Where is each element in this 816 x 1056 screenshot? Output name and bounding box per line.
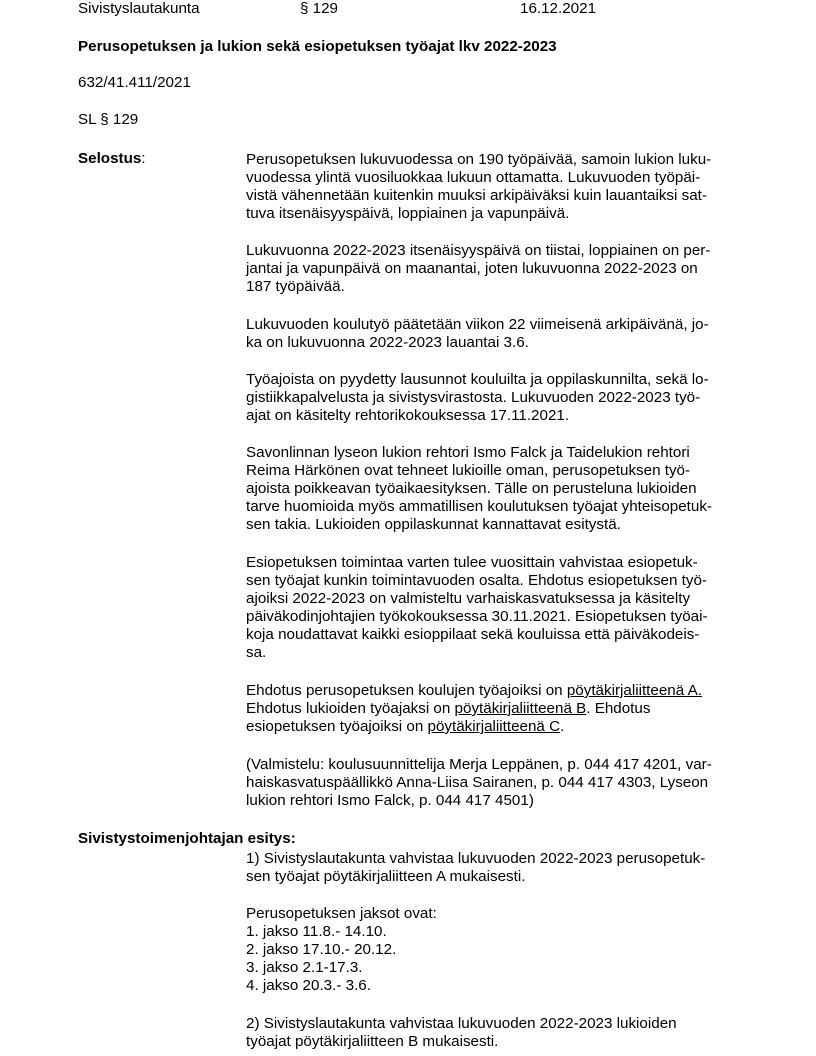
p5-line: tarve huomioida myös ammatillisen koulutuksen työajat yhteisopetuk- [246,498,712,515]
e1-line: sen työajat pöytäkirjaliitteen A mukaisesti. [246,868,526,885]
p4-line: ajat on käsitelty rehtorikokouksessa 17.11.2021. [246,407,570,424]
p2-line: jantai ja vapunpäivä on maanantai, joten lukuvuonna 2022-2023 on [246,260,698,277]
p6-line: koja noudattavat kaikki esioppilaat sekä kouluissa että päiväkodeis- [246,626,700,643]
p7-text: esiopetuksen työajoiksi on [246,718,428,735]
p5-line: Reima Härkönen ovat tehneet lukioille oman, perusopetuksen työ- [246,462,691,479]
p6-line: sa. [246,644,267,661]
p1-line: vuodessa ylintä vuosiluokkaa lukuun ottamatta. Lukuvuoden työpäi- [246,169,701,186]
p8-line: (Valmistelu: koulusuunnittelija Merja Leppänen, p. 044 417 4201, var- [246,756,712,773]
period-item: 4. jakso 20.3.- 3.6. [246,977,371,994]
period-item: 1. jakso 11.8.- 14.10. [246,923,387,940]
e1-line: 1) Sivistyslautakunta vahvistaa lukuvuoden 2022-2023 perusopetuk- [246,850,706,867]
period-item: 3. jakso 2.1-17.3. [246,959,363,976]
p7-line [246,681,702,700]
p7-text: Ehdotus lukioiden työajaksi on [246,700,455,717]
attachment-c-link[interactable]: pöytäkirjaliitteenä C [427,718,561,735]
p7-line [246,717,564,736]
p3-line: Lukuvuoden koulutyö päätetään viikon 22 viimeisenä arkipäivänä, jo- [246,316,709,333]
proposal-heading: Sivistystoimenjohtajan esitys: [78,830,296,847]
e2-line: 2) Sivistyslautakunta vahvistaa lukuvuoden 2022-2023 lukioiden [246,1015,677,1032]
reference-number: 632/41.411/2021 [78,74,191,91]
p8-line: haiskasvatuspäällikkö Anna-Liisa Sairanen, p. 044 417 4303, Lyseon [246,774,709,791]
p1-line: Perusopetuksen lukuvuodessa on 190 työpäivää, samoin lukion luku- [246,151,712,168]
attachment-a-link[interactable]: pöytäkirjaliitteenä A. [566,682,702,699]
p7-text: . [560,718,565,735]
document-title: Perusopetuksen ja lukion sekä esiopetuksen työajat lkv 2022-2023 [78,38,557,55]
p8-line: lukion rehtori Ismo Falck, p. 044 417 4501) [246,792,534,809]
p1-line: vistä vähennetään kuitenkin muuksi arkipäiväksi kuin lauantaiksi sat- [246,187,707,204]
p4-line: gistiikkapalvelusta ja sivistysvirastosta. Lukuvuoden 2022-2023 työ- [246,389,701,406]
p3-line: ka on lukuvuonna 2022-2023 lauantai 3.6. [246,334,529,351]
attachment-b-link[interactable]: pöytäkirjaliitteenä B [454,700,587,717]
selostus-label-text: Selostus [78,150,142,167]
p5-line: Savonlinnan lyseon lukion rehtori Ismo Falck ja Taidelukion rehtori [246,444,690,461]
header-section: § 129 [300,0,339,17]
selostus-label [78,150,146,167]
p6-line: Esiopetuksen toimintaa varten tulee vuosittain vahvistaa esiopetuk- [246,554,698,571]
periods-intro: Perusopetuksen jaksot ovat: [246,905,437,922]
p6-line: sen työajat kunkin toimintavuoden osalta. Ehdotus esiopetuksen työ- [246,572,707,589]
p2-line: 187 työpäivää. [246,278,345,295]
selostus-colon: : [141,150,146,167]
p5-line: ajoista poikkeavan työaikaesityksen. Tälle on perusteluna lukioiden [246,480,697,497]
p7-line [246,699,650,718]
p7-text: Ehdotus perusopetuksen koulujen työajoiksi on [246,682,567,699]
p2-line: Lukuvuonna 2022-2023 itsenäisyyspäivä on tiistai, loppiainen on per- [246,242,711,259]
period-item: 2. jakso 17.10.- 20.12. [246,941,397,958]
p7-text: . Ehdotus [586,700,651,717]
p4-line: Työajoista on pyydetty lausunnot kouluilta ja oppilaskunnilta, sekä lo- [246,371,709,388]
header-date: 16.12.2021 [520,0,597,17]
p6-line: ajoiksi 2022-2023 on valmisteltu varhaiskasvatuksessa ja käsitelty [246,590,691,607]
header-board: Sivistyslautakunta [78,0,200,17]
e2-line: työajat pöytäkirjaliitteen B mukaisesti. [246,1033,499,1050]
p6-line: päiväkodinjohtajien työkokouksessa 30.11.2021. Esiopetuksen työai- [246,608,708,625]
p5-line: sen takia. Lukioiden oppilaskunnat kannattavat esitystä. [246,516,621,533]
p1-line: tuva itsenäisyyspäivä, loppiainen ja vapunpäivä. [246,205,570,222]
sl-section: SL § 129 [78,111,139,128]
